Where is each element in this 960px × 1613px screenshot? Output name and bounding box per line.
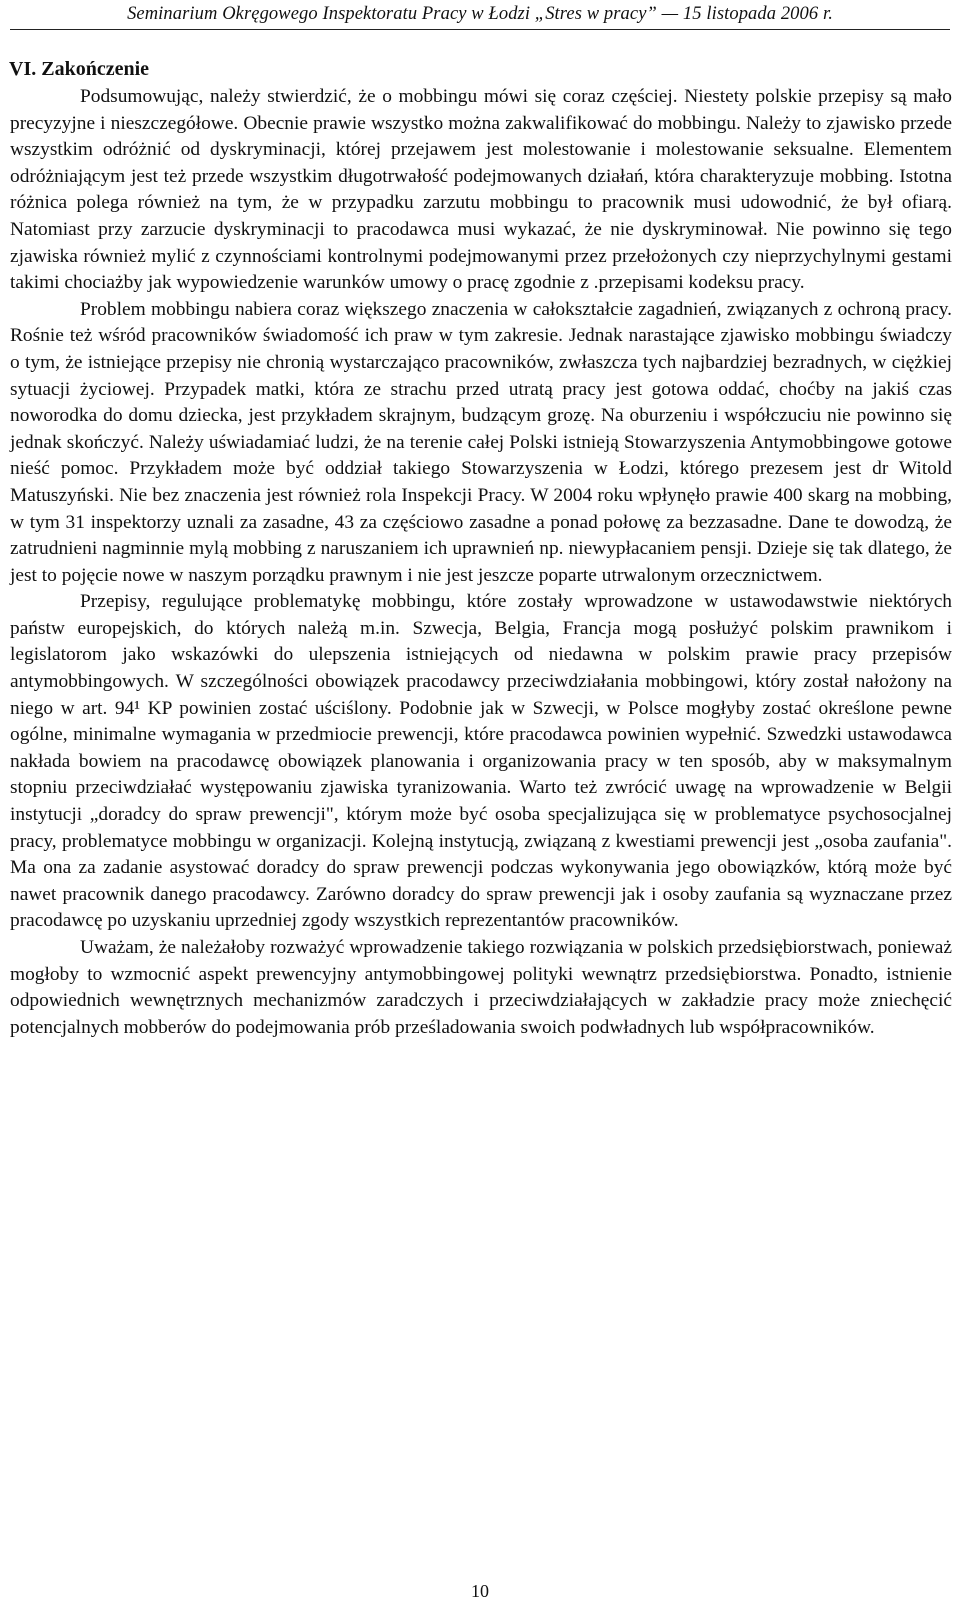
- paragraph: Przepisy, regulujące problematykę mobbingu, które zostały wprowadzone w ustawodawstwie niektórych państw europejskich, do których należą m.in. Szwecja, Belgia, Francja mogą posłużyć polskim prawnikom i legislatorom jako wskazówki do ulepszenia istniejących od niedawna w polskim prawie pracy przepisów antymobbingowych. W szczególności obowiązek pracodawcy przeciwdziałania mobbingowi, który został nałożony na niego w art. 94¹ KP powinien zostać uściślony. Podobnie jak w Szwecji, w Polsce mogłyby zostać określone pewne ogólne, minimalne wymagania w przedmiocie prewencji, które pracodawca powinien wypełnić. Szwedzki ustawodawca nakłada bowiem na pracodawcę obowiązek planowania i organizowania pracy w ten sposób, aby w maksymalnym stopniu przeciwdziałać występowaniu zjawiska tyranizowania. Warto też zwrócić uwagę na wprowadzenie w Belgii instytucji „doradcy do spraw prewencji", którym może być osoba specjalizująca się w problematyce psychosocjalnej pracy, problematyce mobbingu w organizacji. Kolejną instytucją, związaną z kwestiami prewencji jest „osoba zaufania". Ma ona za zadanie asystować doradcy do spraw prewencji podczas wykonywania jego obowiązków, którą może być nawet pracownik danego pracodawcy. Zarówno doradcy do spraw prewencji jak i osoby zaufania są wyznaczane przez pracodawcę po uzyskaniu uprzedniej zgody wszystkich reprezentantów pracowników.: [10, 591, 952, 932]
- paragraph: Podsumowując, należy stwierdzić, że o mobbingu mówi się coraz częściej. Niestety polskie przepisy są mało precyzyjne i nieszczegółowe. Obecnie prawie wszystko można zakwalifikować do mobbingu. Należy to zjawisko przede wszystkim odróżnić od dyskryminacji, której przejawem jest molestowanie i molestowanie seksualne. Elementem odróżniającym jest też przede wszystkim długotrwałość podejmowanych działań, która charakteryzuje mobbing. Istotna różnica polega również na tym, że w przypadku zarzutu mobbingu to pracownik musi udowodnić, że był ofiarą. Natomiast przy zarzucie dyskryminacji to pracodawca musi wykazać, że nie dyskryminował. Nie powinno się tego zjawiska również mylić z czynnościami kontrolnymi podejmowanymi przez przełożonych czy nieprzychylnymi gestami takimi chociażby jak wypowiedzenie warunków umowy o pracę zgodnie z .przepisami kodeksu pracy.: [10, 86, 952, 294]
- document-body: [10, 84, 952, 1041]
- header-divider: [10, 29, 950, 30]
- paragraph: Problem mobbingu nabiera coraz większego znaczenia w całokształcie zagadnień, związanych z ochroną pracy. Rośnie też wśród pracowników świadomość ich praw w tym zakresie. Jednak narastające zjawisko mobbingu świadczy o tym, że istniejące przepisy nie chronią wystarczająco pracowników, zwłaszcza tych najbardziej bezradnych, w ciężkiej sytuacji życiowej. Przypadek matki, która ze strachu przed utratą pracy jest gotowa oddać, choćby na jakiś czas noworodka do domu dziecka, jest przykładem skrajnym, budzącym grozę. Na oburzeniu i współczuciu nie powinno się jednak skończyć. Należy uświadamiać ludzi, że na terenie całej Polski istnieją Stowarzyszenia Antymobbingowe gotowe nieść pomoc. Przykładem może być oddział takiego Stowarzyszenia w Łodzi, którego prezesem jest dr Witold Matuszyński. Nie bez znaczenia jest również rola Inspekcji Pracy. W 2004 roku wpłynęło prawie 400 skarg na mobbing, w tym 31 inspektorzy uznali za zasadne, 43 za częściowo zasadne a ponad połowę za bezzasadne. Dane te dowodzą, że zatrudnieni nagminnie mylą mobbing z naruszaniem ich uprawnień np. niewypłacaniem pensji. Dzieje się tak dlatego, że jest to pojęcie nowe w naszym porządku prawnym i nie jest jeszcze poparte utrwalonym orzecznictwem.: [10, 298, 952, 586]
- paragraph: Uważam, że należałoby rozważyć wprowadzenie takiego rozwiązania w polskich przedsiębiorstwach, ponieważ mogłoby to wzmocnić aspekt prewencyjny antymobbingowej polityki wewnątrz przedsiębiorstwa. Ponadto, istnienie odpowiednich wewnętrznych mechanizmów zaradczych i przeciwdziałających w zakładzie pracy może zniechęcić potencjalnych mobberów do podejmowania prób prześladowania swoich podwładnych lub współpracowników.: [10, 937, 952, 1038]
- running-header: Seminarium Okręgowego Inspektoratu Pracy w Łodzi „Stres w pracy” — 15 listopada 2006 r.: [127, 4, 833, 24]
- page-number: 10: [471, 1581, 489, 1601]
- section-title: VI. Zakończenie: [9, 58, 149, 80]
